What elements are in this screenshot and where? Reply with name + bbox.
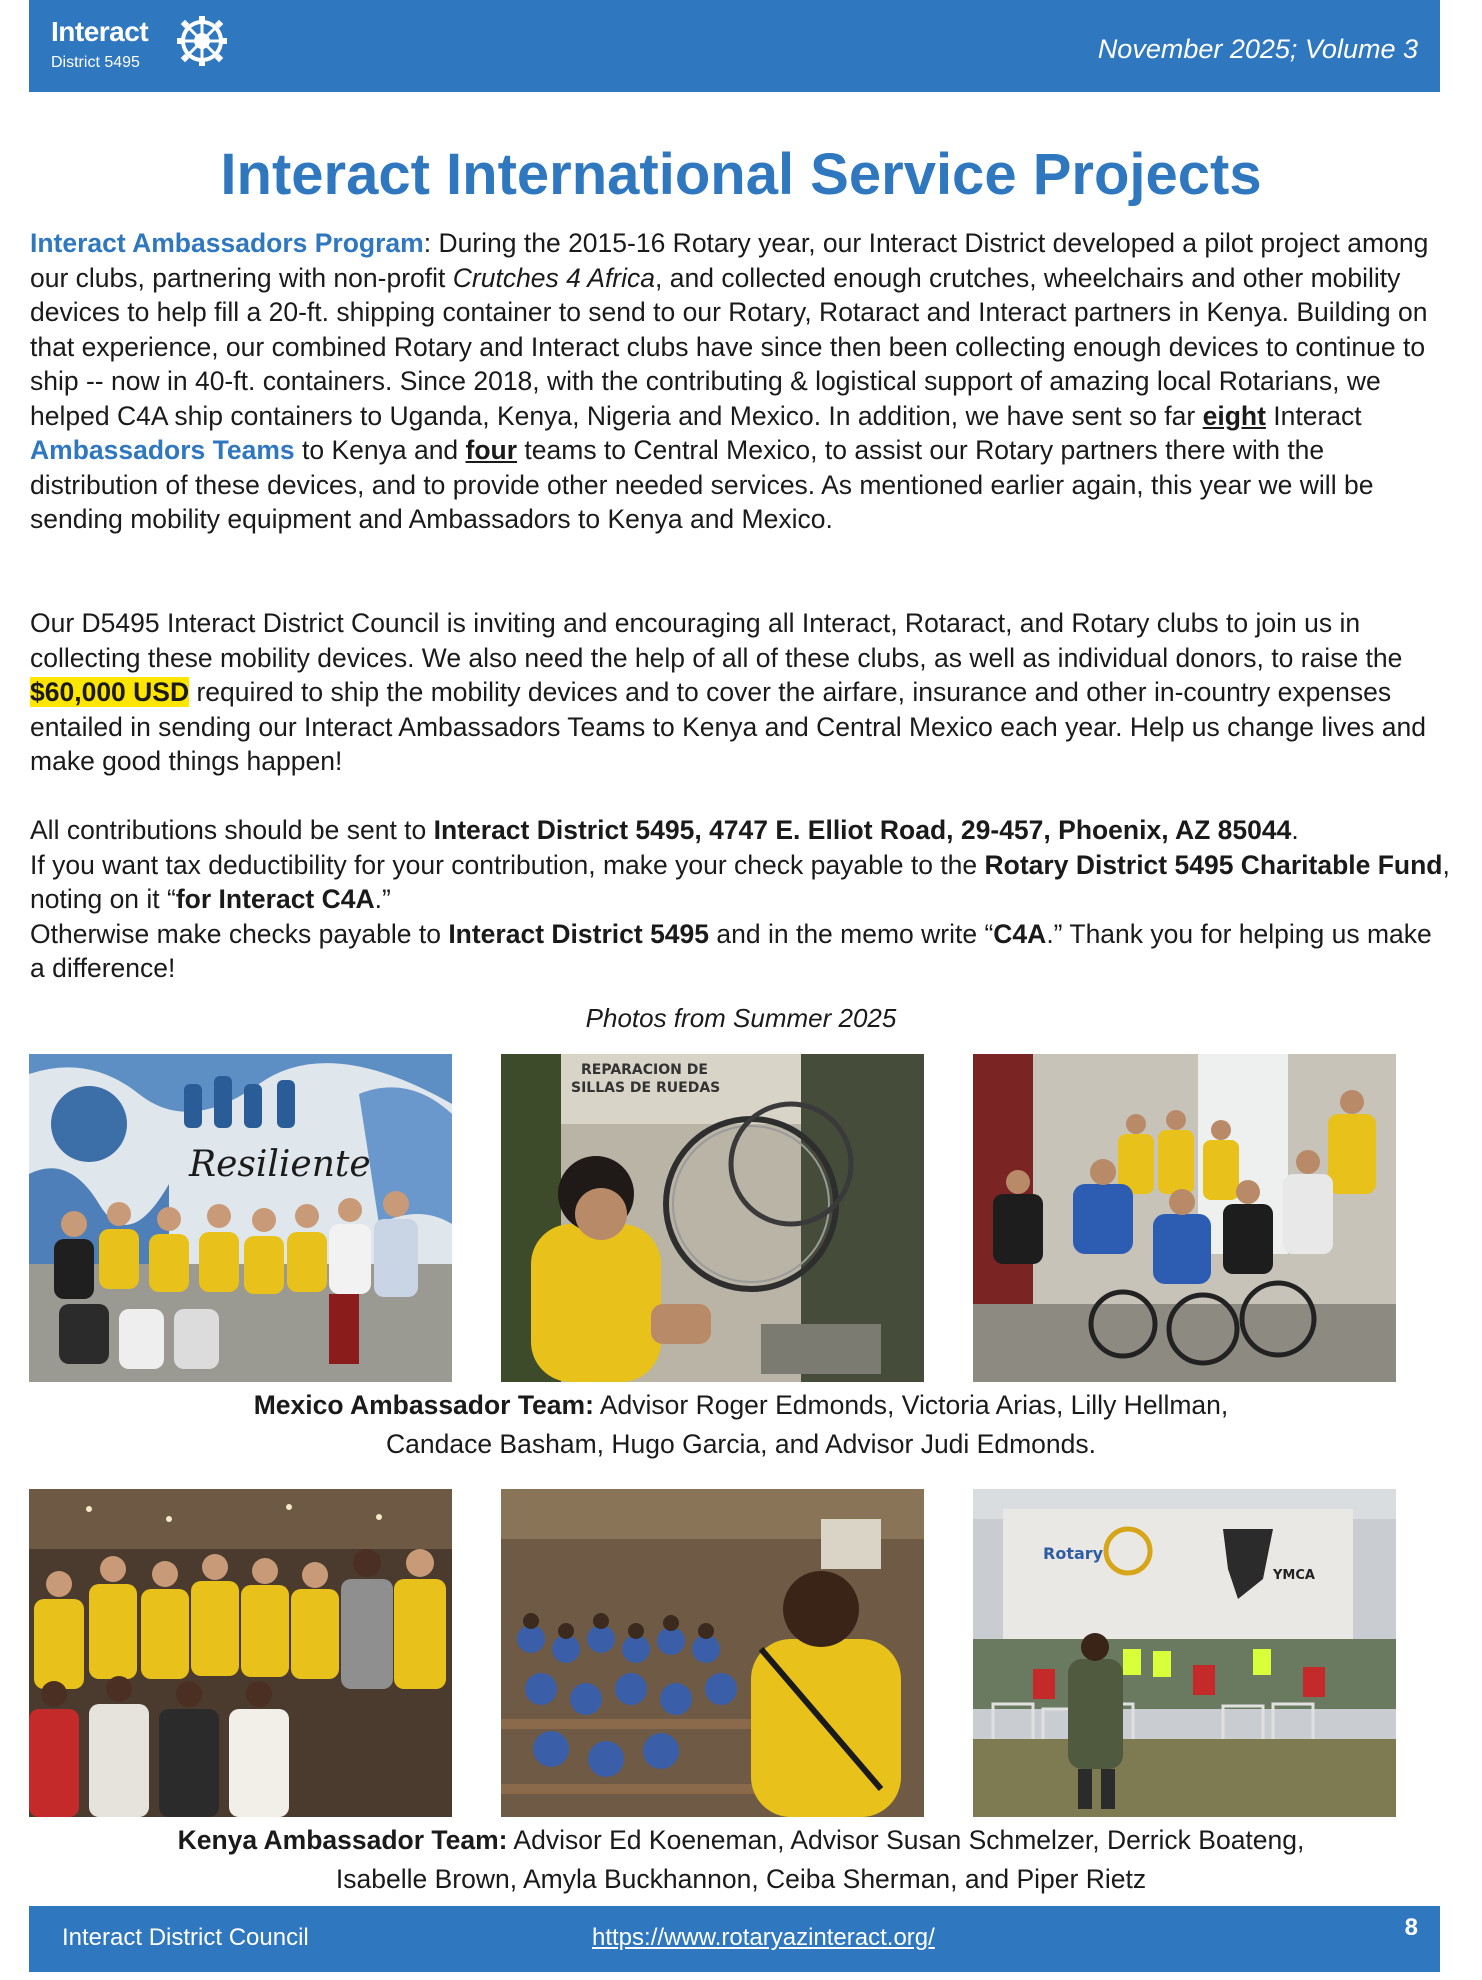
mexico-team-label: Mexico Ambassador Team: [253, 1390, 594, 1420]
photo-kenya-ymca-distribution [973, 1489, 1396, 1817]
contributions-paragraph: All contributions should be sent to Interact District 5495, 4747 E. Elliot Road, 29-457, Phoenix, AZ 85044. If you want tax deductibility for your contribution, make your check payable to the Rotary District 5495 Charitable Fund, noting on it “for Interact C4A.” Otherwise make checks payable to Interact District 5495 and in the memo write “C4A.” Thank you for helping us make a difference! [30, 815, 1450, 983]
shop-sign-1: REPARACION DE [581, 1062, 708, 1078]
eight-count: eight [1202, 400, 1266, 431]
photo-mexico-team-mural [29, 1054, 452, 1382]
check-payee: Interact District 5495 [448, 918, 710, 949]
photo-kenya-classroom [501, 1489, 924, 1817]
interact-logo [51, 16, 241, 76]
rotary-wheel-icon [175, 14, 229, 68]
website-link[interactable]: https://www.rotaryazinteract.org/ [592, 1924, 935, 1951]
crutches-4-africa: Crutches 4 Africa [452, 262, 656, 293]
rotary-sign: Rotary [1043, 1544, 1104, 1563]
kenya-team-label: Kenya Ambassador Team: [177, 1825, 508, 1855]
four-count: four [465, 435, 518, 465]
footer-org: Interact District Council [62, 1924, 309, 1951]
fundraising-amount: $60,000 USD [30, 677, 190, 707]
page-number: 8 [1404, 1914, 1418, 1941]
mexico-team-caption: Mexico Ambassador Team: Advisor Roger Edmonds, Victoria Arias, Lilly Hellman, Candace Basham, Hugo Garcia, and Advisor Judi Edmonds. [253, 1390, 1229, 1459]
logo-district: District 5495 [51, 54, 140, 71]
logo-word: Interact [51, 16, 149, 47]
program-name: Interact Ambassadors Program [30, 228, 424, 258]
mailing-address: Interact District 5495, 4747 E. Elliot Road, 29-457, Phoenix, AZ 85044 [433, 815, 1292, 845]
photos-caption: Photos from Summer 2025 [585, 1003, 897, 1033]
photo-kenya-team-group [29, 1489, 452, 1817]
footer-bar [29, 1906, 1440, 1972]
photo-wheelchair-recipients [973, 1054, 1396, 1382]
fundraising-paragraph: Our D5495 Interact District Council is inviting and encouraging all Interact, Rotaract, and Rotary clubs to join us in collecting these mobility devices. We also need the help of all of these clubs, as well as individual donors, to raise the $60,000 USD required to ship the mobility devices and to cover the airfare, insurance and other in-country expenses entailed in sending our Interact Ambassadors Teams to Kenya and Central Mexico each year. Help us change lives and make good things happen! [30, 608, 1426, 776]
shop-sign-2: SILLAS DE RUEDAS [571, 1080, 721, 1096]
charitable-fund: Rotary District 5495 Charitable Fund [984, 849, 1443, 880]
mural-text: Resiliente [189, 1144, 371, 1185]
ymca-sign: YMCA [1273, 1568, 1315, 1583]
ambassadors-paragraph: Interact Ambassadors Program: During the 2015-16 Rotary year, our Interact District developed a pilot project among our clubs, partnering with non-profit Crutches 4 Africa, and collected enough crutches, wheelchairs and other mobility devices to help fill a 20-ft. shipping container to send to our Rotary, Rotaract and Interact partners in Kenya. Building on that experience, our combined Rotary and Interact clubs have since then been collecting enough devices to continue to ship -- now in 40-ft. containers. Since 2018, with the contributing & logistical support of amazing local Rotarians, we helped C4A ship containers to Uganda, Kenya, Nigeria and Mexico. In addition, we have sent so far eight Interact Ambassadors Teams to Kenya and four teams to Central Mexico, to assist our Rotary partners there with the distribution of these devices, and to provide other needed services. As mentioned earlier again, this year we will be sending mobility equipment and Ambassadors to Kenya and Mexico. [30, 228, 1429, 534]
page-title: Interact International Service Projects [220, 142, 1262, 207]
memo-text: C4A [993, 918, 1047, 949]
issue-date: November 2025; Volume 3 [1097, 34, 1418, 64]
photo-wheelchair-repair [501, 1054, 924, 1382]
kenya-team-caption: Kenya Ambassador Team: Advisor Ed Koeneman, Advisor Susan Schmelzer, Derrick Boateng, Isabelle Brown, Amyla Buckhannon, Ceiba Sherman, and Piper Rietz [177, 1825, 1305, 1894]
ambassadors-teams-link[interactable]: Ambassadors Teams [30, 435, 295, 465]
header-bar [29, 0, 1440, 92]
